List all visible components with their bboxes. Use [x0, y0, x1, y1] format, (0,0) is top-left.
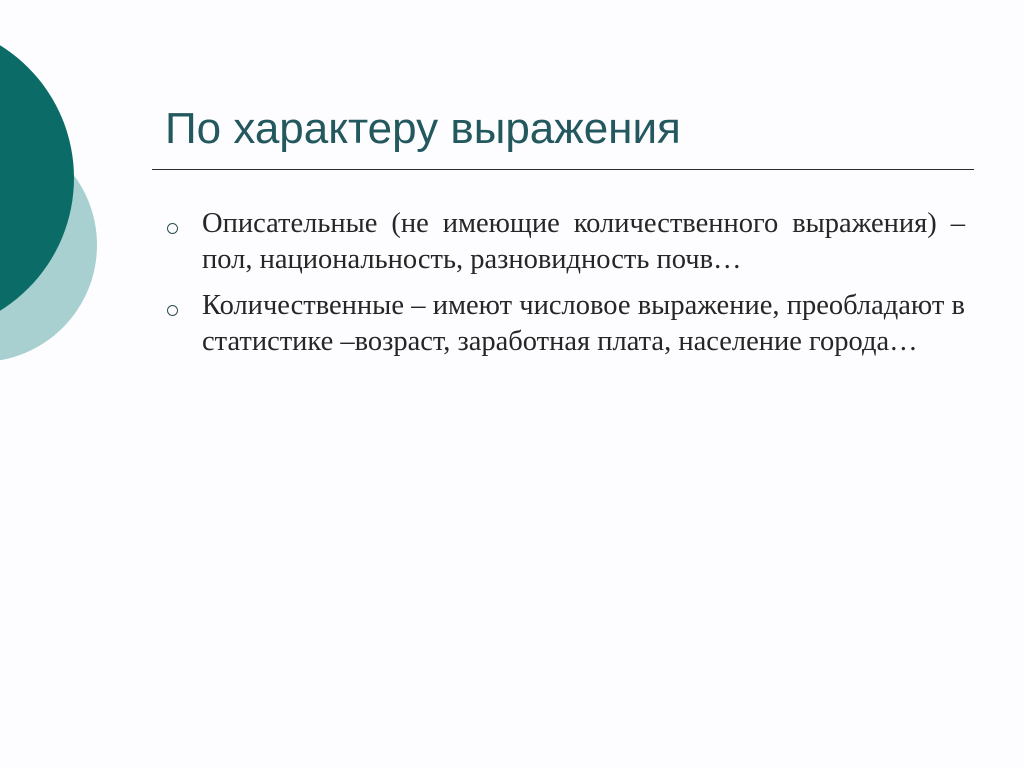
- hollow-circle-bullet-icon: [167, 305, 178, 316]
- bullet-text: Количественные – имеют числовое выражение, преобладают в статистике –возраст, заработная плата, население города…: [202, 290, 965, 357]
- hollow-circle-bullet-icon: [167, 223, 178, 234]
- bullet-item-descriptive: [165, 206, 965, 278]
- bullet-item-quantitative: [165, 288, 965, 360]
- bullet-text: Описательные (не имеющие количественного выражения) –пол, национальность, разновидность почв…: [202, 208, 965, 275]
- title-divider: [152, 169, 974, 170]
- slide-title: По характеру выражения: [165, 104, 681, 153]
- bullet-list: [165, 206, 965, 370]
